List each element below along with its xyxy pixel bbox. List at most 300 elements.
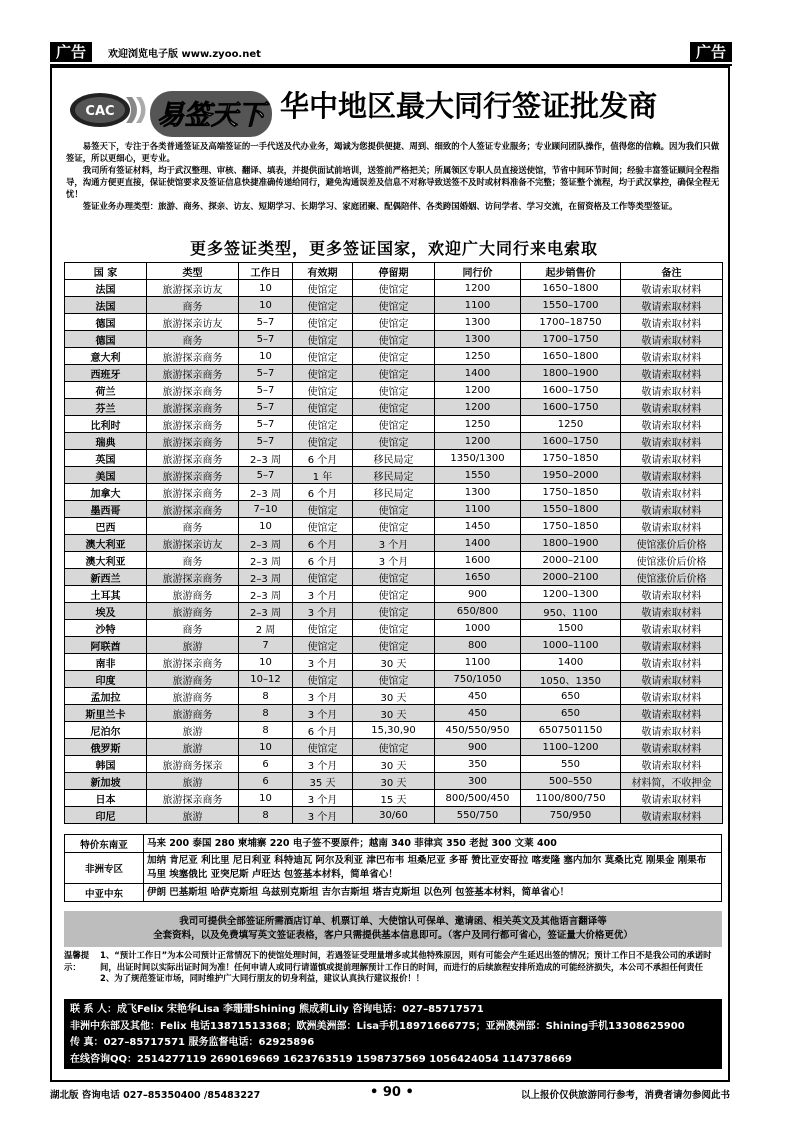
cell-country: 新加坡	[65, 773, 147, 790]
cell-validity: 3 个月	[293, 807, 353, 824]
table-row	[65, 739, 723, 756]
cell-notes: 敬请索取材料	[621, 705, 723, 722]
cell-stay: 移民局定	[353, 467, 435, 484]
cell-workdays: 10	[239, 297, 293, 314]
special-text: 伊朗 巴基斯坦 哈萨克斯坦 乌兹别克斯坦 吉尔吉斯坦 塔吉克斯坦 以色列 包签基本材料，简单省心！	[144, 884, 722, 902]
table-row	[65, 450, 723, 467]
cell-type: 旅游	[147, 807, 239, 824]
cell-trade-price: 450	[435, 705, 521, 722]
col-header-type: 类型	[147, 263, 239, 280]
footer-left: 湖北版 咨询电话 027–85350400 /85483227	[50, 1090, 261, 1101]
cell-type: 商务	[147, 297, 239, 314]
cell-validity: 3 个月	[293, 790, 353, 807]
cell-retail-price: 1700–18750	[521, 314, 621, 331]
cell-type: 旅游商务	[147, 688, 239, 705]
cell-retail-price: 1800–1900	[521, 535, 621, 552]
cell-notes: 敬请索取材料	[621, 807, 723, 824]
tips-label: 温馨提示：	[64, 950, 90, 972]
cell-trade-price: 1300	[435, 314, 521, 331]
cell-stay: 使馆定	[353, 331, 435, 348]
cell-validity: 使馆定	[293, 297, 353, 314]
table-row	[65, 399, 723, 416]
cell-country: 法国	[65, 280, 147, 297]
brand-logo	[66, 83, 276, 139]
cell-type: 旅游商务	[147, 705, 239, 722]
cell-trade-price: 550/750	[435, 807, 521, 824]
cell-type: 旅游探亲商务	[147, 382, 239, 399]
table-row	[65, 552, 723, 569]
cell-workdays: 5–7	[239, 382, 293, 399]
table-row	[65, 637, 723, 654]
cell-type: 旅游探亲访友	[147, 314, 239, 331]
table-row	[65, 620, 723, 637]
cell-notes: 敬请索取材料	[621, 433, 723, 450]
cac-logo-swoosh-2	[136, 97, 146, 123]
cell-country: 印尼	[65, 807, 147, 824]
cell-workdays: 10	[239, 518, 293, 535]
cell-type: 旅游商务	[147, 586, 239, 603]
cell-retail-price: 550	[521, 756, 621, 773]
visa-table-body	[65, 280, 723, 824]
cell-retail-price: 1650–1800	[521, 348, 621, 365]
special-row	[65, 835, 722, 853]
cell-retail-price: 1550–1700	[521, 297, 621, 314]
cell-country: 韩国	[65, 756, 147, 773]
cell-type: 旅游探亲商务	[147, 399, 239, 416]
cell-trade-price: 650/800	[435, 603, 521, 620]
col-header-workdays: 工作日	[239, 263, 293, 280]
cell-country: 西班牙	[65, 365, 147, 382]
cell-notes: 敬请索取材料	[621, 297, 723, 314]
cell-retail-price: 950、1100	[521, 603, 621, 620]
cell-validity: 使馆定	[293, 518, 353, 535]
intro-paragraph: 易签天下，专注于各类普通签证及高端签证的一手代送及代办业务，竭诚为您提供便捷、周到、细致的个人签证专业服务；专业顾问团队操作，值得您的信赖。因为我们只做签证，所以更细心，更专业。	[66, 141, 720, 163]
cell-country: 南非	[65, 654, 147, 671]
cell-stay: 使馆定	[353, 348, 435, 365]
cell-workdays: 10	[239, 348, 293, 365]
cell-country: 孟加拉	[65, 688, 147, 705]
cell-country: 日本	[65, 790, 147, 807]
cell-notes: 敬请索取材料	[621, 790, 723, 807]
cell-workdays: 5–7	[239, 467, 293, 484]
cell-stay: 15,30,90	[353, 722, 435, 739]
cell-country: 瑞典	[65, 433, 147, 450]
cell-stay: 使馆定	[353, 671, 435, 688]
cell-validity: 3 个月	[293, 654, 353, 671]
cell-country: 尼泊尔	[65, 722, 147, 739]
cell-country: 墨西哥	[65, 501, 147, 518]
col-header-stay: 停留期	[353, 263, 435, 280]
cell-workdays: 6	[239, 756, 293, 773]
cell-retail-price: 1950–2000	[521, 467, 621, 484]
cell-notes: 敬请索取材料	[621, 603, 723, 620]
cell-type: 旅游探亲商务	[147, 450, 239, 467]
cell-validity: 35 天	[293, 773, 353, 790]
cell-workdays: 10	[239, 280, 293, 297]
cell-workdays: 5–7	[239, 433, 293, 450]
services-line: 我司可提供全部签证所需酒店订单、机票订单、大使馆认可保单、邀请函、相关英文及其他语言翻译等	[179, 916, 607, 927]
cell-type: 旅游探亲商务	[147, 433, 239, 450]
table-row	[65, 790, 723, 807]
cell-type: 商务	[147, 331, 239, 348]
cell-stay: 使馆定	[353, 280, 435, 297]
cell-validity: 使馆定	[293, 280, 353, 297]
cell-validity: 3 个月	[293, 688, 353, 705]
cell-type: 旅游	[147, 739, 239, 756]
cell-stay: 15 天	[353, 790, 435, 807]
cell-workdays: 10	[239, 739, 293, 756]
cell-workdays: 2–3 周	[239, 552, 293, 569]
contact-line: 非洲中东部及其他：Felix 电话13871513368；欧洲美洲部：Lisa手机18971666775；亚洲澳洲部：Shining手机13308625900	[70, 1020, 685, 1032]
cell-country: 意大利	[65, 348, 147, 365]
table-row	[65, 586, 723, 603]
cell-validity: 使馆定	[293, 314, 353, 331]
cell-retail-price: 650	[521, 705, 621, 722]
cell-trade-price: 1650	[435, 569, 521, 586]
cell-notes: 敬请索取材料	[621, 331, 723, 348]
cell-retail-price: 1050、1350	[521, 671, 621, 688]
cell-retail-price: 1250	[521, 416, 621, 433]
cell-retail-price: 1650–1800	[521, 280, 621, 297]
cell-stay: 使馆定	[353, 501, 435, 518]
cell-workdays: 5–7	[239, 331, 293, 348]
cell-retail-price: 1750–1850	[521, 450, 621, 467]
table-row	[65, 603, 723, 620]
table-row	[65, 297, 723, 314]
cell-stay: 30 天	[353, 773, 435, 790]
cell-type: 旅游探亲访友	[147, 535, 239, 552]
cell-trade-price: 1100	[435, 501, 521, 518]
cell-country: 加拿大	[65, 484, 147, 501]
special-text: 马来 200 泰国 280 柬埔寨 220 电子签不要原件；越南 340 菲律宾 350 老挝 300 文莱 400	[144, 835, 722, 853]
cell-workdays: 10	[239, 790, 293, 807]
cell-trade-price: 900	[435, 586, 521, 603]
cell-notes: 使馆涨价后价格	[621, 535, 723, 552]
cell-stay: 移民局定	[353, 484, 435, 501]
cell-validity: 6 个月	[293, 484, 353, 501]
cell-trade-price: 1250	[435, 348, 521, 365]
cell-stay: 使馆定	[353, 620, 435, 637]
cell-workdays: 8	[239, 688, 293, 705]
cell-type: 旅游商务	[147, 603, 239, 620]
cell-type: 旅游	[147, 637, 239, 654]
cell-retail-price: 500–550	[521, 773, 621, 790]
cell-stay: 使馆定	[353, 382, 435, 399]
table-row	[65, 807, 723, 824]
table-row	[65, 484, 723, 501]
footer-right: 以上报价仅供旅游同行参考，消费者请勿参阅此书	[520, 1090, 730, 1101]
table-row	[65, 467, 723, 484]
cell-country: 澳大利亚	[65, 552, 147, 569]
intro-paragraph: 我司所有签证材料，均于武汉整理、审核、翻译、填表，并提供面试前培训，送签前严格把关；所属领区专职人员直接送使馆，节省中间环节时间；经验丰富签证顾问全程指导，沟通方便更直接，保证使馆要求及签证信息快捷准确传递给同行，避免沟通误差及信息不对称导致送签不及时或材料准备不完整；签证整个流程，均于武汉掌控，确保全程无忧！	[66, 165, 720, 199]
cell-retail-price: 1800–1900	[521, 365, 621, 382]
cell-stay: 使馆定	[353, 399, 435, 416]
cell-stay: 3 个月	[353, 535, 435, 552]
headline: 华中地区最大同行签证批发商	[280, 89, 658, 123]
cell-notes: 敬请索取材料	[621, 722, 723, 739]
cell-workdays: 2–3 周	[239, 586, 293, 603]
table-row	[65, 433, 723, 450]
cell-retail-price: 750/950	[521, 807, 621, 824]
cell-retail-price: 1600–1750	[521, 433, 621, 450]
table-row	[65, 518, 723, 535]
table-row	[65, 314, 723, 331]
cell-stay: 使馆定	[353, 433, 435, 450]
cell-notes: 敬请索取材料	[621, 314, 723, 331]
cell-country: 斯里兰卡	[65, 705, 147, 722]
cell-validity: 1 年	[293, 467, 353, 484]
site-url[interactable]: 欢迎浏览电子版 www.zyoo.net	[108, 49, 261, 60]
cell-retail-price: 1600–1750	[521, 382, 621, 399]
cell-trade-price: 1100	[435, 654, 521, 671]
table-row	[65, 569, 723, 586]
cell-notes: 敬请索取材料	[621, 671, 723, 688]
cell-notes: 敬请索取材料	[621, 586, 723, 603]
logo-name-text: 易签天下	[157, 100, 265, 131]
cell-trade-price: 350	[435, 756, 521, 773]
top-bar	[50, 42, 732, 66]
cell-country: 新西兰	[65, 569, 147, 586]
table-row	[65, 416, 723, 433]
cell-country: 沙特	[65, 620, 147, 637]
cell-trade-price: 1200	[435, 280, 521, 297]
cell-workdays: 2–3 周	[239, 603, 293, 620]
cell-retail-price: 1400	[521, 654, 621, 671]
table-row	[65, 331, 723, 348]
cell-stay: 使馆定	[353, 586, 435, 603]
cell-country: 阿联酋	[65, 637, 147, 654]
cell-validity: 使馆定	[293, 433, 353, 450]
cell-notes: 使馆涨价后价格	[621, 552, 723, 569]
ad-tag-right: 广告	[690, 42, 732, 62]
cell-trade-price: 300	[435, 773, 521, 790]
cell-trade-price: 1200	[435, 382, 521, 399]
cell-trade-price: 1600	[435, 552, 521, 569]
special-row	[65, 853, 722, 884]
cell-trade-price: 1200	[435, 433, 521, 450]
cell-validity: 使馆定	[293, 671, 353, 688]
cell-validity: 使馆定	[293, 739, 353, 756]
cell-type: 旅游探亲商务	[147, 467, 239, 484]
cell-trade-price: 1100	[435, 297, 521, 314]
cell-country: 巴西	[65, 518, 147, 535]
col-header-country: 国 家	[65, 263, 147, 280]
cell-trade-price: 1350/1300	[435, 450, 521, 467]
special-row	[65, 884, 722, 902]
special-label: 非洲专区	[65, 853, 144, 884]
cell-workdays: 5–7	[239, 399, 293, 416]
table-row	[65, 705, 723, 722]
cell-notes: 敬请索取材料	[621, 654, 723, 671]
cell-workdays: 7–10	[239, 501, 293, 518]
cell-workdays: 8	[239, 722, 293, 739]
cell-validity: 使馆定	[293, 501, 353, 518]
contact-line: 联 系 人：成飞Felix 宋艳华Lisa 李珊珊Shining 熊成莉Lily 咨询电话：027–85717571	[70, 1004, 484, 1015]
contact-box	[64, 999, 722, 1069]
cell-validity: 6 个月	[293, 535, 353, 552]
subheadline: 更多签证类型，更多签证国家，欢迎广大同行来电索取	[189, 239, 598, 258]
cell-retail-price: 1100–1200	[521, 739, 621, 756]
cell-validity: 使馆定	[293, 637, 353, 654]
cell-validity: 使馆定	[293, 382, 353, 399]
cell-retail-price: 1500	[521, 620, 621, 637]
cell-validity: 使馆定	[293, 365, 353, 382]
cell-type: 旅游商务	[147, 671, 239, 688]
cell-country: 比利时	[65, 416, 147, 433]
cell-stay: 使馆定	[353, 297, 435, 314]
cell-stay: 使馆定	[353, 365, 435, 382]
cell-workdays: 7	[239, 637, 293, 654]
cell-trade-price: 750/1050	[435, 671, 521, 688]
cell-validity: 使馆定	[293, 620, 353, 637]
cell-workdays: 10–12	[239, 671, 293, 688]
cell-type: 旅游探亲商务	[147, 416, 239, 433]
cell-stay: 使馆定	[353, 416, 435, 433]
cell-country: 英国	[65, 450, 147, 467]
contact-line: 传 真：027–85717571 服务监督电话：62925896	[70, 1037, 315, 1048]
cell-trade-price: 1400	[435, 535, 521, 552]
cell-stay: 30/60	[353, 807, 435, 824]
table-row	[65, 756, 723, 773]
cell-trade-price: 1550	[435, 467, 521, 484]
cell-notes: 敬请索取材料	[621, 348, 723, 365]
cell-validity: 使馆定	[293, 399, 353, 416]
special-label: 特价东南亚	[65, 835, 144, 853]
cell-validity: 6 个月	[293, 552, 353, 569]
special-label: 中亚中东	[65, 884, 144, 902]
cell-retail-price: 2000–2100	[521, 569, 621, 586]
cell-retail-price: 1100/800/750	[521, 790, 621, 807]
cell-type: 旅游探亲商务	[147, 484, 239, 501]
cell-notes: 使馆涨价后价格	[621, 569, 723, 586]
cell-workdays: 5–7	[239, 365, 293, 382]
cell-retail-price: 1000–1100	[521, 637, 621, 654]
logo-cac-text: CAC	[85, 104, 115, 119]
services-line: 全套资料，以及免费填写英文签证表格，客户只需提供基本信息即可。（客户及同行都可省心，签证量大价格更优）	[153, 930, 633, 941]
table-row	[65, 280, 723, 297]
ad-tag-left: 广告	[50, 42, 92, 62]
cell-type: 旅游探亲商务	[147, 569, 239, 586]
visa-price-table	[64, 262, 723, 824]
tips-section	[64, 950, 722, 985]
cell-trade-price: 1400	[435, 365, 521, 382]
cell-notes: 敬请索取材料	[621, 518, 723, 535]
cell-workdays: 10	[239, 654, 293, 671]
table-row	[65, 382, 723, 399]
table-row	[65, 773, 723, 790]
table-header-row	[65, 263, 723, 280]
cell-trade-price: 450/550/950	[435, 722, 521, 739]
cell-retail-price: 1600–1750	[521, 399, 621, 416]
page-number: • 90 •	[370, 1085, 414, 1100]
col-header-validity: 有效期	[293, 263, 353, 280]
table-row	[65, 365, 723, 382]
cell-trade-price: 1300	[435, 484, 521, 501]
cell-type: 旅游探亲商务	[147, 365, 239, 382]
cell-stay: 使馆定	[353, 739, 435, 756]
cell-country: 德国	[65, 314, 147, 331]
intro-paragraph: 签证业务办理类型：旅游、商务、探亲、访友、短期学习、长期学习、家庭团聚、配偶陪伴、各类跨国婚姻、访问学者、学习交流，在留资格及工作等类型签证。	[82, 201, 678, 211]
cell-validity: 3 个月	[293, 705, 353, 722]
col-header-trade-price: 同行价	[435, 263, 521, 280]
cell-notes: 敬请索取材料	[621, 756, 723, 773]
tips-item: 1、“预计工作日”为本公司预计正常情况下的使馆处理时间，若遇签证受理量增多或其他特殊原因，则有可能会产生延迟出签的情况；预计工作日不是我公司的承诺时间，出证时间以实际出证时间为准！任何申请人或同行请谨慎或提前理解预计工作日的时间，而进行的后续旅程安排所造成的可能经济损失，本公司不承担任何责任	[100, 950, 712, 972]
cell-workdays: 2–3 周	[239, 569, 293, 586]
cell-country: 土耳其	[65, 586, 147, 603]
table-row	[65, 501, 723, 518]
cell-validity: 3 个月	[293, 756, 353, 773]
cell-retail-price: 1200–1300	[521, 586, 621, 603]
table-row	[65, 654, 723, 671]
cell-workdays: 5–7	[239, 314, 293, 331]
cell-validity: 6 个月	[293, 450, 353, 467]
cell-stay: 使馆定	[353, 603, 435, 620]
cell-validity: 3 个月	[293, 586, 353, 603]
cell-country: 德国	[65, 331, 147, 348]
cell-country: 芬兰	[65, 399, 147, 416]
cell-country: 美国	[65, 467, 147, 484]
cell-retail-price: 1750–1850	[521, 518, 621, 535]
cell-country: 印度	[65, 671, 147, 688]
cell-workdays: 6	[239, 773, 293, 790]
intro-text	[66, 140, 722, 212]
cell-stay: 使馆定	[353, 314, 435, 331]
cell-notes: 敬请索取材料	[621, 620, 723, 637]
cell-stay: 30 天	[353, 756, 435, 773]
cell-trade-price: 1250	[435, 416, 521, 433]
contact-line: 在线咨询QQ：2514277119 2690169669 1623763519 1598737569 1056424054 1147378669	[70, 1053, 572, 1065]
cell-notes: 敬请索取材料	[621, 280, 723, 297]
cell-stay: 使馆定	[353, 637, 435, 654]
cell-workdays: 2–3 周	[239, 484, 293, 501]
services-banner	[64, 911, 722, 947]
cell-retail-price: 1750–1850	[521, 484, 621, 501]
table-row	[65, 671, 723, 688]
cell-validity: 使馆定	[293, 569, 353, 586]
cell-type: 商务	[147, 552, 239, 569]
cell-country: 荷兰	[65, 382, 147, 399]
cell-country: 澳大利亚	[65, 535, 147, 552]
col-header-notes: 备注	[621, 263, 723, 280]
cell-workdays: 2–3 周	[239, 535, 293, 552]
cell-type: 旅游商务探亲	[147, 756, 239, 773]
cell-workdays: 2–3 周	[239, 450, 293, 467]
table-row	[65, 688, 723, 705]
cell-workdays: 2 周	[239, 620, 293, 637]
cell-validity: 使馆定	[293, 416, 353, 433]
cell-type: 旅游探亲访友	[147, 280, 239, 297]
page-footer	[50, 1085, 730, 1101]
table-row	[65, 535, 723, 552]
cell-workdays: 5–7	[239, 416, 293, 433]
table-row	[65, 348, 723, 365]
col-header-retail-price: 起步销售价	[521, 263, 621, 280]
cell-type: 商务	[147, 620, 239, 637]
cell-trade-price: 450	[435, 688, 521, 705]
cell-type: 旅游探亲商务	[147, 501, 239, 518]
cell-trade-price: 1000	[435, 620, 521, 637]
cell-type: 商务	[147, 518, 239, 535]
cell-type: 旅游探亲商务	[147, 654, 239, 671]
cell-notes: 材料简，不收押金	[621, 773, 723, 790]
cell-validity: 使馆定	[293, 331, 353, 348]
cell-trade-price: 800/500/450	[435, 790, 521, 807]
cell-notes: 敬请索取材料	[621, 382, 723, 399]
cell-notes: 敬请索取材料	[621, 484, 723, 501]
special-text: 加纳 肯尼亚 利比里 尼日利亚 科特迪瓦 阿尔及利亚 津巴布韦 坦桑尼亚 多哥 赞比亚安哥拉 喀麦隆 塞内加尔 莫桑比克 刚果金 刚果布 马里 埃塞俄比 亚突尼斯 卢旺达 包签基本材料，简单省心！	[144, 853, 722, 884]
special-offers-table	[64, 834, 722, 902]
cell-stay: 30 天	[353, 705, 435, 722]
